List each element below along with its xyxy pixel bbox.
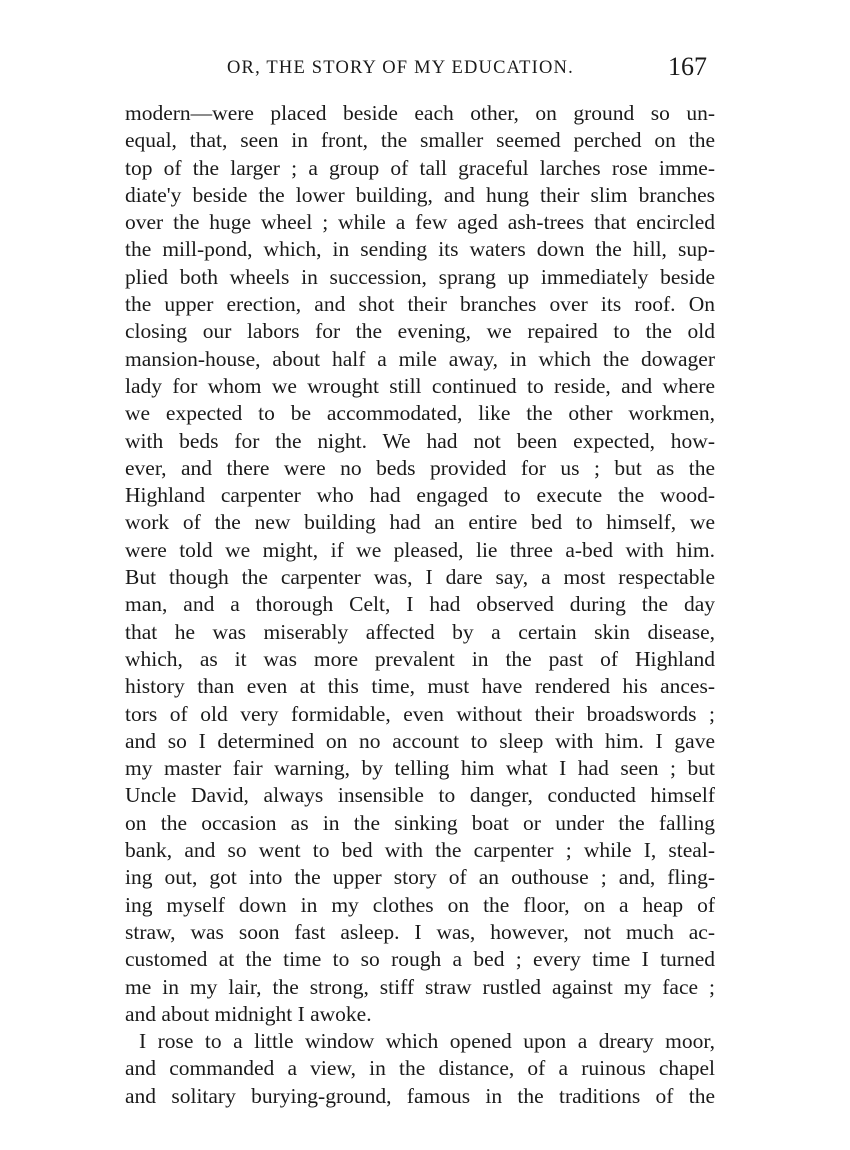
text-line: with beds for the night. We had not been expected, how-: [125, 428, 715, 453]
text-line: mansion-house, about half a mile away, in which the dowager: [125, 346, 715, 371]
body-text: [125, 100, 715, 1110]
text-line: and commanded a view, in the distance, of a ruinous chapel: [125, 1056, 715, 1081]
text-line: closing our labors for the evening, we repaired to the old: [125, 319, 715, 344]
text-line: my master fair warning, by telling him what I had seen ; but: [125, 756, 715, 781]
text-line: plied both wheels in succession, sprang up immediately beside: [125, 264, 715, 289]
text-line: Uncle David, always insensible to danger, conducted himself: [125, 783, 715, 808]
text-line: Highland carpenter who had engaged to execute the wood-: [125, 483, 715, 508]
running-header: [125, 52, 715, 84]
text-line: top of the larger ; a group of tall graceful larches rose imme-: [125, 155, 715, 180]
text-line: we expected to be accommodated, like the other workmen,: [125, 401, 715, 426]
text-line: diate'y beside the lower building, and hung their slim branches: [125, 182, 715, 207]
text-line: history than even at this time, must have rendered his ances-: [125, 674, 715, 699]
paragraph-end-line: and about midnight I awoke.: [125, 1001, 372, 1026]
text-line: customed at the time to so rough a bed ; every time I turned: [125, 947, 715, 972]
running-title: OR, THE STORY OF MY EDUCATION.: [227, 58, 574, 78]
text-line: over the huge wheel ; while a few aged ash-trees that encircled: [125, 210, 715, 235]
text-line: which, as it was more prevalent in the past of Highland: [125, 646, 715, 671]
text-line: But though the carpenter was, I dare say, a most respectable: [125, 565, 715, 590]
page-number: 167: [668, 52, 707, 81]
text-line: work of the new building had an entire bed to himself, we: [125, 510, 715, 535]
text-line: ing out, got into the upper story of an outhouse ; and, fling-: [125, 865, 715, 890]
text-line: and solitary burying-ground, famous in the traditions of the: [125, 1083, 715, 1108]
text-line: ever, and there were no beds provided for us ; but as the: [125, 455, 715, 480]
text-line: lady for whom we wrought still continued to reside, and where: [125, 373, 715, 398]
text-line: the upper erection, and shot their branches over its roof. On: [125, 292, 715, 317]
text-line: ing myself down in my clothes on the floor, on a heap of: [125, 892, 715, 917]
text-line: on the occasion as in the sinking boat or under the falling: [125, 810, 715, 835]
text-line: bank, and so went to bed with the carpenter ; while I, steal-: [125, 838, 715, 863]
text-line: tors of old very formidable, even without their broadswords ;: [125, 701, 715, 726]
text-line: equal, that, seen in front, the smaller seemed perched on the: [125, 128, 715, 153]
text-line: me in my lair, the strong, stiff straw rustled against my face ;: [125, 974, 715, 999]
text-line: were told we might, if we pleased, lie three a-bed with him.: [125, 537, 715, 562]
text-line: the mill-pond, which, in sending its waters down the hill, sup-: [125, 237, 715, 262]
text-line: modern—were placed beside each other, on ground so un-: [125, 101, 715, 125]
text-line: and so I determined on no account to sleep with him. I gave: [125, 728, 715, 753]
text-line: man, and a thorough Celt, I had observed during the day: [125, 592, 715, 617]
paragraph-start-line: I rose to a little window which opened upon a dreary moor,: [139, 1029, 715, 1054]
text-line: straw, was soon fast asleep. I was, however, not much ac-: [125, 919, 715, 944]
text-line: that he was miserably affected by a certain skin disease,: [125, 619, 715, 644]
